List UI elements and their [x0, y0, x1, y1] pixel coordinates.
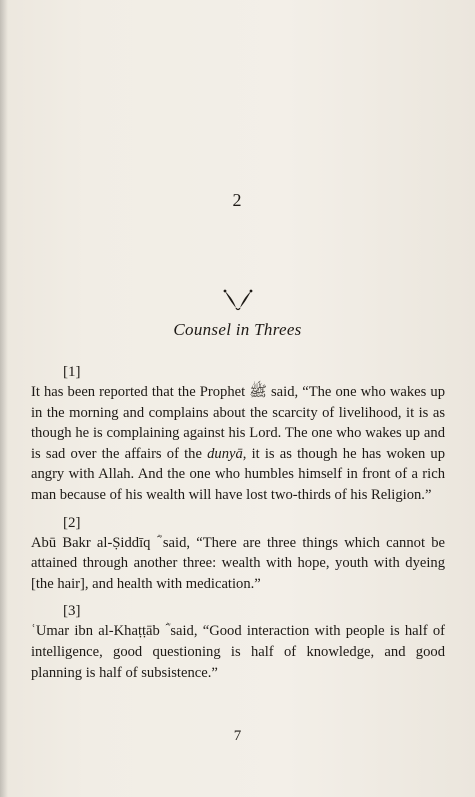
- chapter-number: 2: [232, 190, 243, 210]
- section-number: [2]: [63, 514, 81, 531]
- section-text: Abū Bakr al-Ṣiddīq ؓ said, “There are three things which cannot be attained through another three: wealth with hope, youth with dyeing [the hair], and health with medication.”: [31, 534, 445, 592]
- section-3: [31, 601, 445, 683]
- fleuron-ornament-icon: [221, 287, 255, 313]
- gutter-shadow: [0, 0, 8, 797]
- sections-list: [31, 362, 445, 690]
- section-2: [31, 513, 445, 595]
- chapter-title: Counsel in Threes: [173, 320, 302, 339]
- section-text: It has been reported that the Prophet ﷺ said, “The one who wakes up in the morning and complains about the scarcity of livelihood, it is as though he is complaining against his Lord. The one who wakes up and is sad over the affairs of the dunyā, it is as though he has woken up angry with Allah. And the one who humbles himself in front of a rich man because of his wealth will have lost two-thirds of his Religion.”: [31, 384, 445, 503]
- page-number: 7: [233, 728, 242, 744]
- section-text: ʿUmar ibn al-Khaṭṭāb ؓ said, “Good interaction with people is half of intelligence, good questioning is half of knowledge, and good planning is half of subsistence.”: [31, 623, 445, 681]
- section-number: [1]: [63, 364, 81, 380]
- section-1: [31, 362, 445, 506]
- section-number: [3]: [63, 603, 81, 620]
- italic-term: dunyā: [207, 445, 243, 462]
